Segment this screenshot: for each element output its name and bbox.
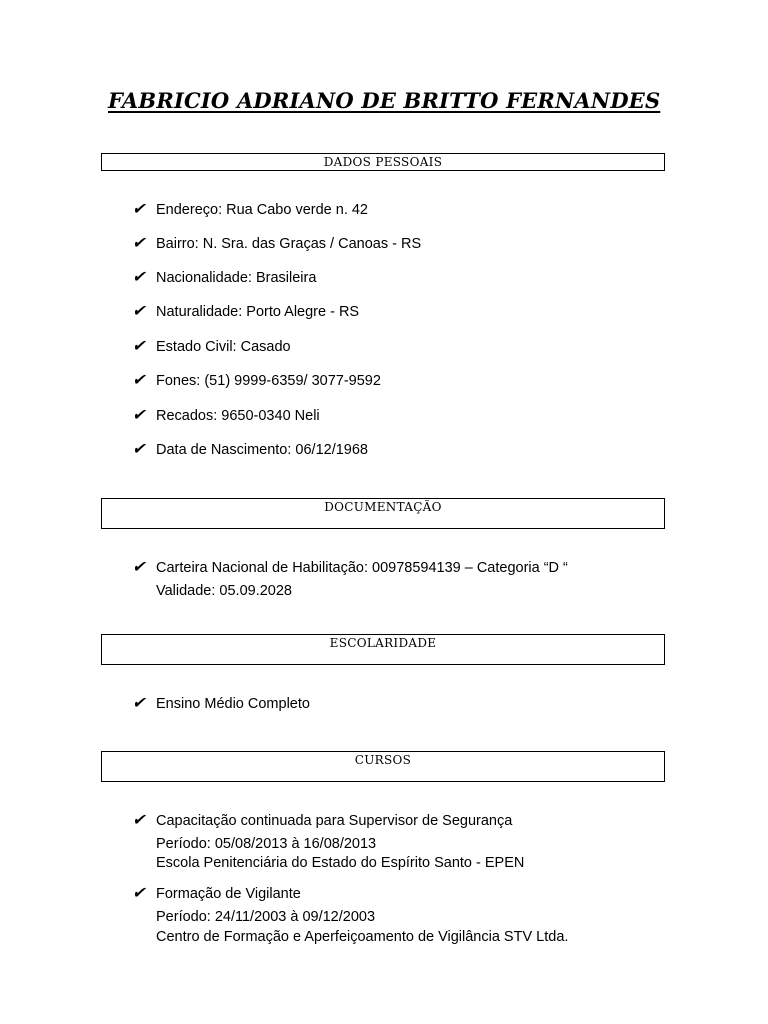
list-item-bairro <box>132 233 421 253</box>
section-label: DADOS PESSOAIS <box>323 155 443 169</box>
list-item-text: Endereço: Rua Cabo verde n. 42 <box>156 202 368 218</box>
list-item-curso-vigilante <box>132 883 301 903</box>
curso-instituicao: Escola Penitenciária do Estado do Espírito Santo - EPEN <box>156 855 525 871</box>
list-item-curso-supervisor <box>132 810 512 830</box>
list-item-fones <box>132 370 381 390</box>
list-item-text: Bairro: N. Sra. das Graças / Canoas - RS <box>156 236 422 252</box>
checkmark-icon: ✔ <box>132 303 146 320</box>
list-item-text: Carteira Nacional de Habilitação: 00978594139 – Categoria “D “ <box>156 560 568 576</box>
checkmark-icon: ✔ <box>132 269 146 286</box>
list-item-text: Nacionalidade: Brasileira <box>156 270 317 286</box>
section-header-cursos <box>101 751 665 782</box>
section-label: ESCOLARIDADE <box>329 636 437 650</box>
list-item-text: Recados: 9650-0340 Neli <box>156 408 320 424</box>
curso-instituicao: Centro de Formação e Aperfeiçoamento de Vigilância STV Ltda. <box>156 929 569 945</box>
curso-periodo: Período: 05/08/2013 à 16/08/2013 <box>156 836 377 852</box>
list-item-data-nascimento <box>132 439 368 459</box>
list-item-recados <box>132 405 320 425</box>
list-item-text: Data de Nascimento: 06/12/1968 <box>156 442 368 458</box>
section-label: CURSOS <box>354 753 412 767</box>
checkmark-icon: ✔ <box>132 441 146 458</box>
list-item-text: Formação de Vigilante <box>156 886 301 902</box>
section-header-escolaridade <box>101 634 665 665</box>
list-item-naturalidade <box>132 301 359 321</box>
checkmark-icon: ✔ <box>132 559 146 576</box>
list-item-estado-civil <box>132 336 291 356</box>
list-item-text: Ensino Médio Completo <box>156 696 310 712</box>
checkmark-icon: ✔ <box>132 885 146 902</box>
checkmark-icon: ✔ <box>132 812 146 829</box>
list-item-endereco <box>132 199 368 219</box>
resume-name-title: FABRICIO ADRIANO DE BRITTO FERNANDES <box>108 88 661 113</box>
checkmark-icon: ✔ <box>132 695 146 712</box>
checkmark-icon: ✔ <box>132 201 146 218</box>
list-item-cnh <box>132 557 568 577</box>
list-item-text: Estado Civil: Casado <box>156 339 291 355</box>
checkmark-icon: ✔ <box>132 338 146 355</box>
section-header-documentacao <box>101 498 665 529</box>
list-item-text: Naturalidade: Porto Alegre - RS <box>156 304 360 320</box>
checkmark-icon: ✔ <box>132 235 146 252</box>
cnh-validade: Validade: 05.09.2028 <box>156 583 292 599</box>
checkmark-icon: ✔ <box>132 372 146 389</box>
section-header-dados-pessoais <box>101 153 665 171</box>
section-label: DOCUMENTAÇÃO <box>324 500 442 514</box>
curso-periodo: Período: 24/11/2003 à 09/12/2003 <box>156 909 376 925</box>
list-item-ensino <box>132 693 310 713</box>
list-item-text: Capacitação continuada para Supervisor de Segurança <box>156 813 513 829</box>
list-item-nacionalidade <box>132 267 316 287</box>
list-item-text: Fones: (51) 9999-6359/ 3077-9592 <box>156 373 381 389</box>
checkmark-icon: ✔ <box>132 407 146 424</box>
